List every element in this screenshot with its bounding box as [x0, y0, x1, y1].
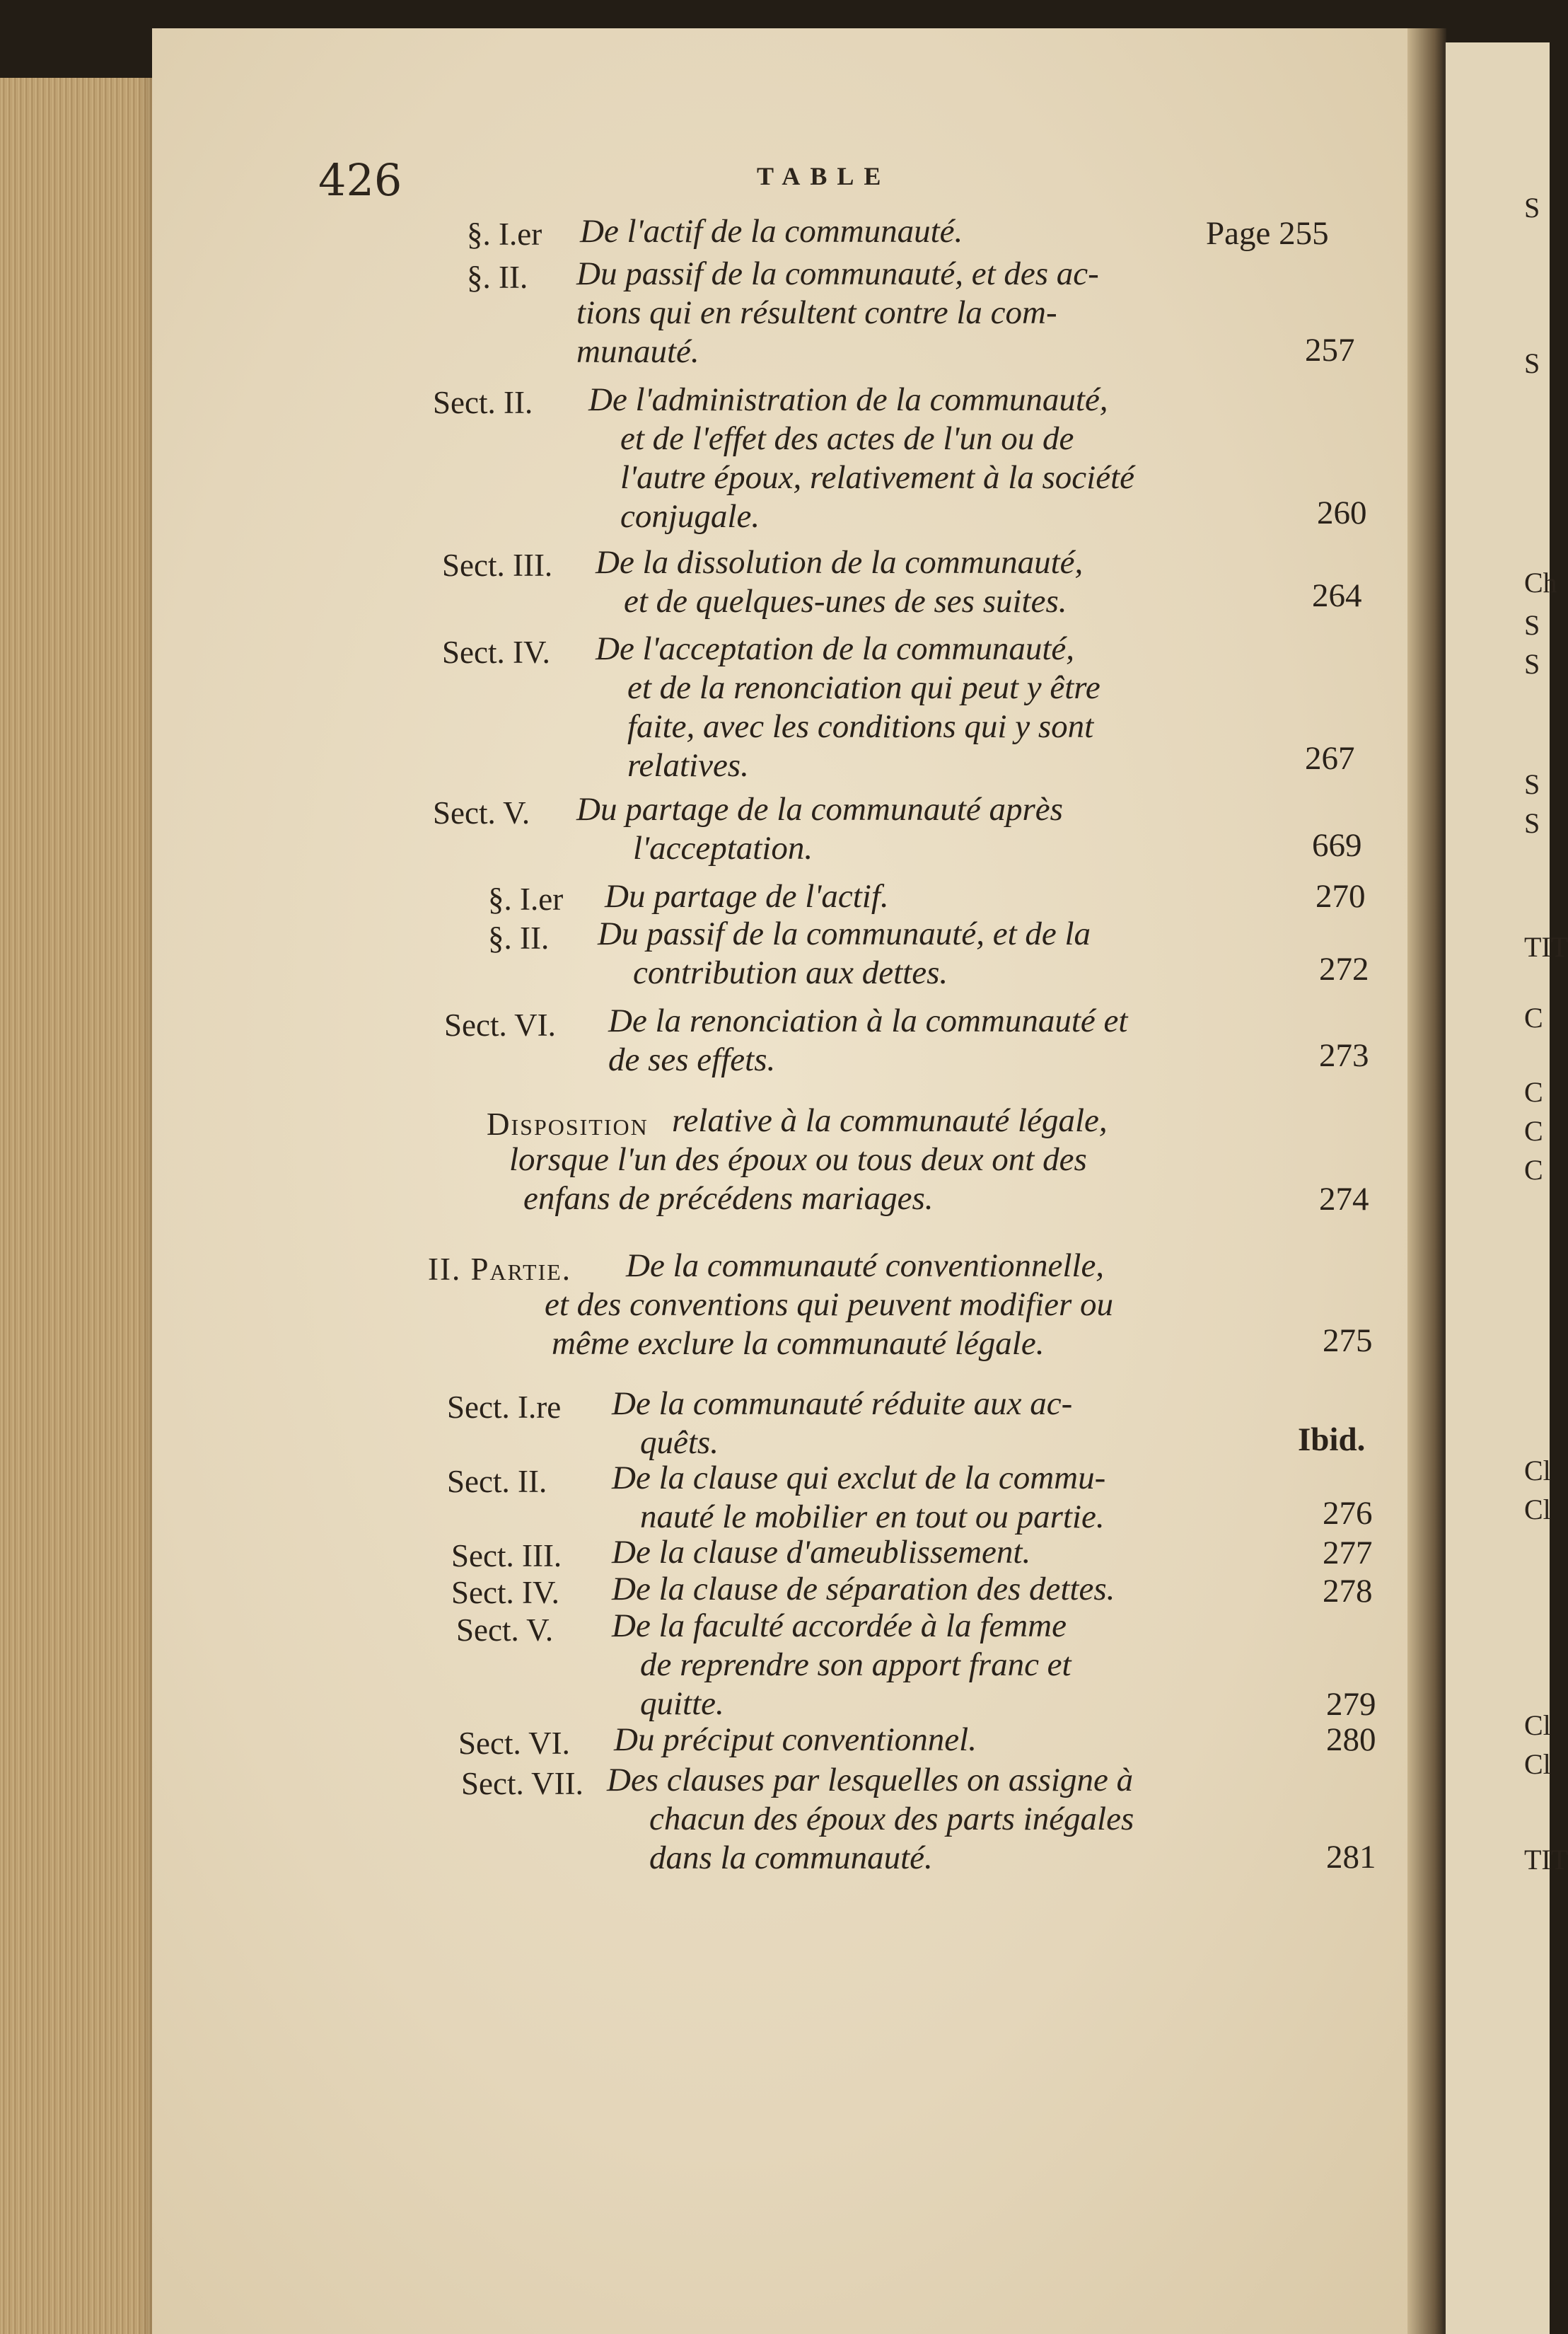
entry-line: De la renonciation à la communauté et [608, 1003, 1128, 1039]
entry-label: Sect. V. [433, 795, 530, 831]
entry-line: dans la communauté. [649, 1839, 933, 1876]
entry-page: Ibid. [1298, 1421, 1366, 1458]
right-edge-text: S [1524, 347, 1540, 379]
right-edge-text: S [1524, 192, 1540, 224]
entry-line: Du passif de la communauté, et de la [598, 915, 1091, 952]
entry-label: Sect. I.re [447, 1390, 562, 1425]
entry-line: Du préciput conventionnel. [614, 1721, 977, 1758]
entry-page: 275 [1323, 1322, 1373, 1359]
entry-line: et de quelques-unes de ses suites. [624, 583, 1067, 620]
entry-line: même exclure la communauté légale. [552, 1325, 1045, 1362]
entry-line: Des clauses par lesquelles on assigne à [607, 1762, 1134, 1798]
entry-line: De la clause d'ameublissement. [612, 1534, 1031, 1571]
entry-line: lorsque l'un des époux ou tous deux ont des [509, 1141, 1087, 1178]
entry-page: 274 [1319, 1181, 1369, 1218]
entry-line: chacun des époux des parts inégales [649, 1801, 1134, 1837]
entry-text [576, 790, 1063, 868]
entry-label: Sect. IV. [451, 1575, 559, 1610]
entry-page: Page 255 [1206, 215, 1329, 252]
right-edge-text: Cl [1524, 1748, 1551, 1780]
entry-line: l'autre époux, relativement à la société [620, 459, 1135, 496]
entry-line: quêts. [640, 1424, 719, 1461]
entry-label: Sect. VI. [458, 1726, 570, 1761]
entry-text [608, 1002, 1127, 1080]
entry-line: De la faculté accordée à la femme [612, 1607, 1067, 1644]
entry-text [488, 1102, 1108, 1218]
entry-line: enfans de précédens mariages. [523, 1180, 934, 1217]
entry-line: De la communauté conventionnelle, [626, 1247, 1105, 1284]
entry-line: et de l'effet des actes de l'un ou de [620, 420, 1074, 457]
entry-label: Sect. VII. [461, 1766, 583, 1801]
entry-line: De la clause qui exclut de la commu- [612, 1460, 1106, 1496]
entry-line: quitte. [640, 1685, 724, 1722]
entry-line: De la dissolution de la communauté, [596, 544, 1084, 581]
entry-text [614, 1721, 977, 1760]
entry-label: Disposition [487, 1107, 649, 1142]
entry-label: Sect. VI. [444, 1007, 556, 1043]
entry-line: De l'administration de la communauté, [588, 381, 1108, 418]
entry-line: Du partage de la communauté après [576, 791, 1063, 828]
entry-line: de reprendre son apport franc et [640, 1646, 1072, 1683]
entry-text [612, 1607, 1072, 1723]
entry-text [596, 630, 1100, 785]
right-edge-text: C [1524, 1154, 1543, 1186]
entry-text [605, 877, 889, 916]
entry-line: Du partage de l'actif. [605, 878, 889, 915]
entry-page: 272 [1319, 951, 1369, 988]
entry-label: Sect. III. [442, 548, 553, 583]
entry-text [612, 1385, 1072, 1462]
entry-text [580, 212, 963, 251]
right-edge-text: Cl [1524, 1455, 1551, 1486]
entry-page: 280 [1326, 1721, 1376, 1758]
entry-line: De l'actif de la communauté. [580, 213, 963, 250]
entry-line: nauté le mobilier en tout ou partie. [640, 1498, 1105, 1535]
entry-page: 278 [1323, 1573, 1373, 1610]
entry-line: De la clause de séparation des dettes. [612, 1571, 1115, 1607]
entry-label: Sect. V. [456, 1612, 554, 1648]
right-edge-text: Cl [1524, 1494, 1551, 1525]
page-heading: TABLE [757, 162, 891, 190]
entry-line: faite, avec les conditions qui y sont [627, 708, 1094, 745]
entry-page: 281 [1326, 1839, 1376, 1876]
entry-line: l'acceptation. [633, 830, 813, 867]
right-edge-text: C [1524, 1002, 1543, 1034]
entry-page: 267 [1305, 740, 1355, 777]
right-page-edge [1443, 42, 1550, 2334]
entry-text [607, 1761, 1134, 1878]
entry-text [588, 381, 1134, 536]
right-edge-text: S [1524, 609, 1540, 641]
book-gutter [1407, 28, 1446, 2334]
page-edges [0, 78, 152, 2334]
right-edge-text: S [1524, 648, 1540, 680]
entry-label: §. I.er [467, 216, 542, 252]
entry-label: §. I.er [488, 882, 564, 917]
right-edge-text: C [1524, 1076, 1543, 1108]
entry-line: tions qui en résultent contre la com- [576, 294, 1057, 331]
entry-page: 264 [1312, 577, 1362, 614]
entry-page: 260 [1317, 495, 1367, 531]
entry-page: 277 [1323, 1535, 1373, 1571]
entry-text [596, 543, 1083, 621]
right-edge-text: C [1524, 1115, 1543, 1147]
entry-label: Sect. II. [447, 1464, 547, 1499]
right-edge-text: TIT [1524, 1844, 1568, 1876]
entry-text [576, 255, 1099, 371]
entry-text [545, 1247, 1113, 1363]
entry-line: contribution aux dettes. [633, 954, 948, 991]
entry-page: 279 [1326, 1686, 1376, 1723]
entry-line: De la communauté réduite aux ac- [612, 1385, 1073, 1422]
entry-label: §. II. [488, 920, 550, 956]
entry-line: de ses effets. [608, 1041, 776, 1078]
entry-page: 270 [1316, 878, 1366, 915]
right-edge-text: Ch [1524, 567, 1557, 599]
entry-text [612, 1533, 1030, 1572]
entry-text [612, 1459, 1105, 1537]
entry-page: 257 [1305, 332, 1355, 369]
entry-line: conjugale. [620, 498, 760, 535]
entry-line: et des conventions qui peuvent modifier ou [545, 1286, 1114, 1323]
entry-line: relatives. [627, 747, 749, 784]
entry-page: 276 [1323, 1495, 1373, 1532]
entry-label: Sect. II. [433, 385, 533, 420]
entry-label: Sect. III. [451, 1538, 562, 1573]
page-number: 426 [318, 154, 402, 206]
entry-label: Sect. IV. [442, 635, 550, 670]
entry-label: §. II. [467, 260, 528, 295]
entry-text [598, 915, 1091, 993]
entry-line: relative à la communauté légale, [672, 1102, 1108, 1139]
entry-label: II. Partie. [428, 1252, 572, 1287]
right-edge-text: TIT [1524, 931, 1568, 963]
entry-line: munauté. [576, 333, 699, 370]
entry-text [612, 1570, 1115, 1609]
entry-line: De l'acceptation de la communauté, [596, 630, 1075, 667]
right-edge-text: Cl [1524, 1709, 1551, 1741]
entry-page: 669 [1312, 827, 1362, 864]
right-edge-text: S [1524, 807, 1540, 839]
entry-line: Du passif de la communauté, et des ac- [576, 255, 1099, 292]
entry-page: 273 [1319, 1037, 1369, 1074]
right-edge-text: S [1524, 768, 1540, 800]
entry-line: et de la renonciation qui peut y être [627, 669, 1100, 706]
